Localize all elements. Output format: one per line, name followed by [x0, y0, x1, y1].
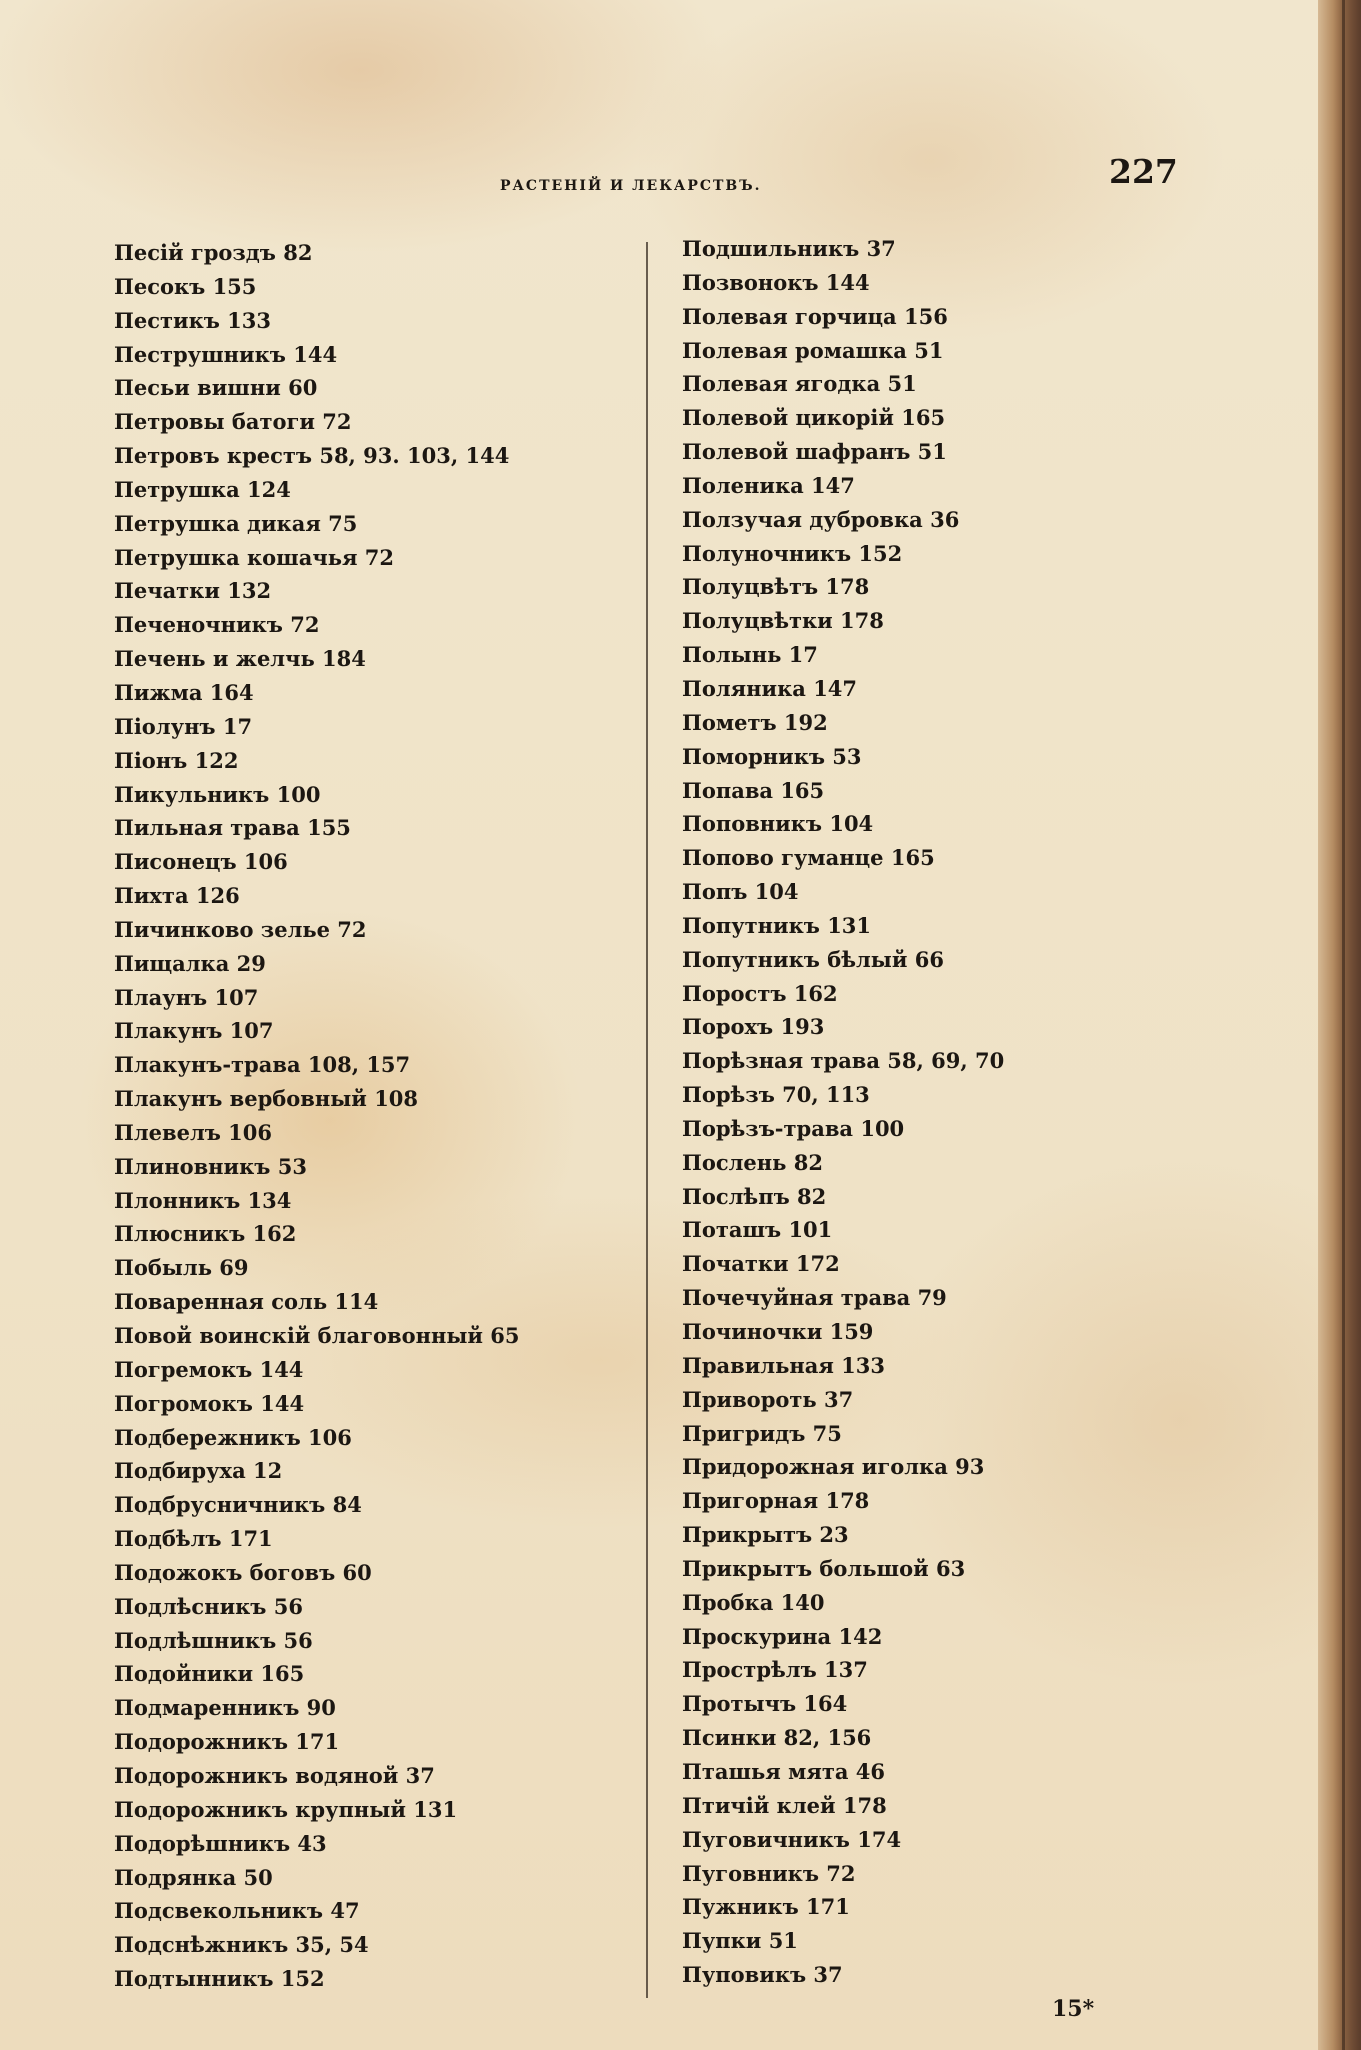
- index-entry: Подтынникъ 152: [114, 1966, 325, 1992]
- index-entry: Погромокъ 144: [114, 1390, 305, 1416]
- index-entry: Пижма 164: [114, 679, 254, 705]
- index-entry: Пробка 140: [682, 1589, 825, 1615]
- index-entry: Привороть 37: [682, 1386, 854, 1412]
- index-entry: Псинки 82, 156: [682, 1725, 872, 1751]
- index-entry: Подрянка 50: [114, 1864, 273, 1890]
- index-entry: Прострѣлъ 137: [682, 1657, 868, 1683]
- index-entry: Петровъ крестъ 58, 93. 103, 144: [114, 443, 510, 469]
- index-entry: Пикульникъ 100: [114, 781, 321, 807]
- index-entry: Печень и желчь 184: [114, 646, 366, 672]
- page-number: 227: [1109, 152, 1178, 191]
- binding-shadow: [1342, 0, 1345, 2050]
- index-entry: Пiолунъ 17: [114, 713, 253, 739]
- index-entry: Порѣзъ 70, 113: [682, 1082, 870, 1108]
- index-entry: Погремокъ 144: [114, 1356, 304, 1382]
- index-entry: Полевая ромашка 51: [682, 337, 944, 363]
- index-entry: Подбрусничникъ 84: [114, 1492, 362, 1518]
- index-entry: Пуговникъ 72: [682, 1860, 856, 1886]
- index-entry: Подорожникъ крупный 131: [114, 1796, 458, 1822]
- index-entry: Послѣпъ 82: [682, 1183, 827, 1209]
- index-entry: Пеструшникъ 144: [114, 341, 338, 367]
- index-entry: Петрушка 124: [114, 476, 291, 502]
- index-entry: Поростъ 162: [682, 980, 838, 1006]
- index-entry: Пiонъ 122: [114, 747, 239, 773]
- index-entry: Полевая ягодка 51: [682, 371, 917, 397]
- index-entry: Пичинково зелье 72: [114, 916, 367, 942]
- index-entry: Плиновникъ 53: [114, 1153, 307, 1179]
- index-entry: Полуночникъ 152: [682, 540, 903, 566]
- index-entry: Подорѣшникъ 43: [114, 1830, 327, 1856]
- index-entry: Писонецъ 106: [114, 849, 288, 875]
- book-spine-edge: [1318, 0, 1361, 2050]
- index-entry: Петрушка кошачья 72: [114, 544, 395, 570]
- index-entry: Порѣзъ-трава 100: [682, 1115, 905, 1141]
- index-entry: Попутникъ 131: [682, 912, 872, 938]
- index-entry: Плакунъ 107: [114, 1018, 274, 1044]
- index-entry: Подорожникъ водяной 37: [114, 1762, 435, 1788]
- index-entry: Поленика 147: [682, 472, 855, 498]
- index-entry: Прикрытъ 23: [682, 1522, 849, 1548]
- index-entry: Побыль 69: [114, 1255, 249, 1281]
- index-entry: Пуговичникъ 174: [682, 1826, 902, 1852]
- index-entry: Плаунъ 107: [114, 984, 259, 1010]
- index-entry: Петровы батоги 72: [114, 409, 352, 435]
- index-entry: Пуповикъ 37: [682, 1962, 843, 1988]
- index-entry: Попъ 104: [682, 879, 799, 905]
- index-entry: Подбережникъ 106: [114, 1424, 352, 1450]
- index-entry: Порохъ 193: [682, 1014, 825, 1040]
- index-entry: Полуцвѣтки 178: [682, 608, 884, 634]
- index-entry: Прикрытъ большой 63: [682, 1555, 966, 1581]
- index-entry: Плонникъ 134: [114, 1187, 292, 1213]
- index-entry: Петрушка дикая 75: [114, 510, 358, 536]
- column-divider: [646, 242, 648, 1998]
- left-index-column: [114, 236, 519, 1996]
- index-entry: Пихта 126: [114, 883, 240, 909]
- index-entry: Полуцвѣтъ 178: [682, 574, 870, 600]
- index-entry: Печеночникъ 72: [114, 612, 320, 638]
- index-entry: Поповникъ 104: [682, 811, 874, 837]
- index-entry: Поляника 147: [682, 675, 858, 701]
- index-entry: Проскурина 142: [682, 1623, 883, 1649]
- index-entry: Пупки 51: [682, 1928, 798, 1954]
- index-entry: Порѣзная трава 58, 69, 70: [682, 1048, 1005, 1074]
- index-entry: Печатки 132: [114, 578, 272, 604]
- index-entry: Подбируха 12: [114, 1458, 283, 1484]
- index-entry: Позвонокъ 144: [682, 269, 870, 295]
- index-entry: Плюсникъ 162: [114, 1221, 297, 1247]
- index-entry: Подснѣжникъ 35, 54: [114, 1932, 369, 1958]
- index-entry: Полевой шафранъ 51: [682, 439, 947, 465]
- index-entry: Песiй гроздъ 82: [114, 240, 313, 265]
- index-entry: Попава 165: [682, 777, 825, 803]
- index-entry: Полынь 17: [682, 642, 818, 668]
- printer-signature-mark: 15*: [1052, 1996, 1095, 2022]
- index-entry: Подорожникъ 171: [114, 1729, 340, 1755]
- index-entry: Поваренная соль 114: [114, 1289, 379, 1315]
- right-index-column: [682, 232, 1004, 1992]
- index-entry: Подсвекольникъ 47: [114, 1898, 360, 1924]
- running-title: РАСТЕНIЙ И ЛЕКАРСТВЪ.: [500, 178, 762, 194]
- index-entry: Поташъ 101: [682, 1217, 833, 1243]
- index-entry: Птичiй клей 178: [682, 1792, 887, 1818]
- index-entry: Попутникъ бѣлый 66: [682, 946, 944, 972]
- index-entry: Почечуйная трава 79: [682, 1285, 947, 1311]
- index-entry: Пригридъ 75: [682, 1420, 842, 1446]
- index-entry: Початки 172: [682, 1251, 840, 1277]
- index-entry: Полевая горчица 156: [682, 303, 948, 329]
- index-entry: Правильная 133: [682, 1352, 885, 1378]
- index-entry: Песьи вишни 60: [114, 375, 318, 401]
- index-entry: Повой воинскiй благовонный 65: [114, 1323, 520, 1348]
- index-entry: Починочки 159: [682, 1319, 874, 1344]
- index-entry: Подшильникъ 37: [682, 236, 896, 261]
- index-entry: Плакунъ-трава 108, 157: [114, 1052, 411, 1078]
- index-entry: Попово гуманце 165: [682, 845, 935, 871]
- index-entry: Пташья мята 46: [682, 1758, 886, 1784]
- index-entry: Подлѣшникъ 56: [114, 1627, 313, 1653]
- index-entry: Подлѣсникъ 56: [114, 1593, 303, 1619]
- index-entry: Ползучая дубровка 36: [682, 506, 960, 532]
- index-entry: Подмаренникъ 90: [114, 1695, 336, 1721]
- index-entry: Протычъ 164: [682, 1691, 848, 1717]
- index-entry: Поморникъ 53: [682, 743, 862, 769]
- index-entry: Подбѣлъ 171: [114, 1526, 273, 1552]
- index-entry: Полевой цикорiй 165: [682, 405, 946, 431]
- index-entry: Подожокъ боговъ 60: [114, 1559, 372, 1585]
- index-entry: Подойники 165: [114, 1661, 305, 1687]
- index-entry: Песокъ 155: [114, 273, 257, 299]
- index-entry: Пищалка 29: [114, 950, 266, 976]
- index-entry: Плакунъ вербовный 108: [114, 1086, 419, 1112]
- index-entry: Пужникъ 171: [682, 1894, 850, 1920]
- index-entry: Пометъ 192: [682, 709, 828, 735]
- index-entry: Послень 82: [682, 1149, 823, 1175]
- index-entry: Плевелъ 106: [114, 1119, 273, 1145]
- index-entry: Пильная трава 155: [114, 815, 351, 841]
- index-entry: Пестикъ 133: [114, 307, 271, 333]
- index-entry: Придорожная иголка 93: [682, 1454, 985, 1480]
- index-entry: Пригорная 178: [682, 1488, 870, 1514]
